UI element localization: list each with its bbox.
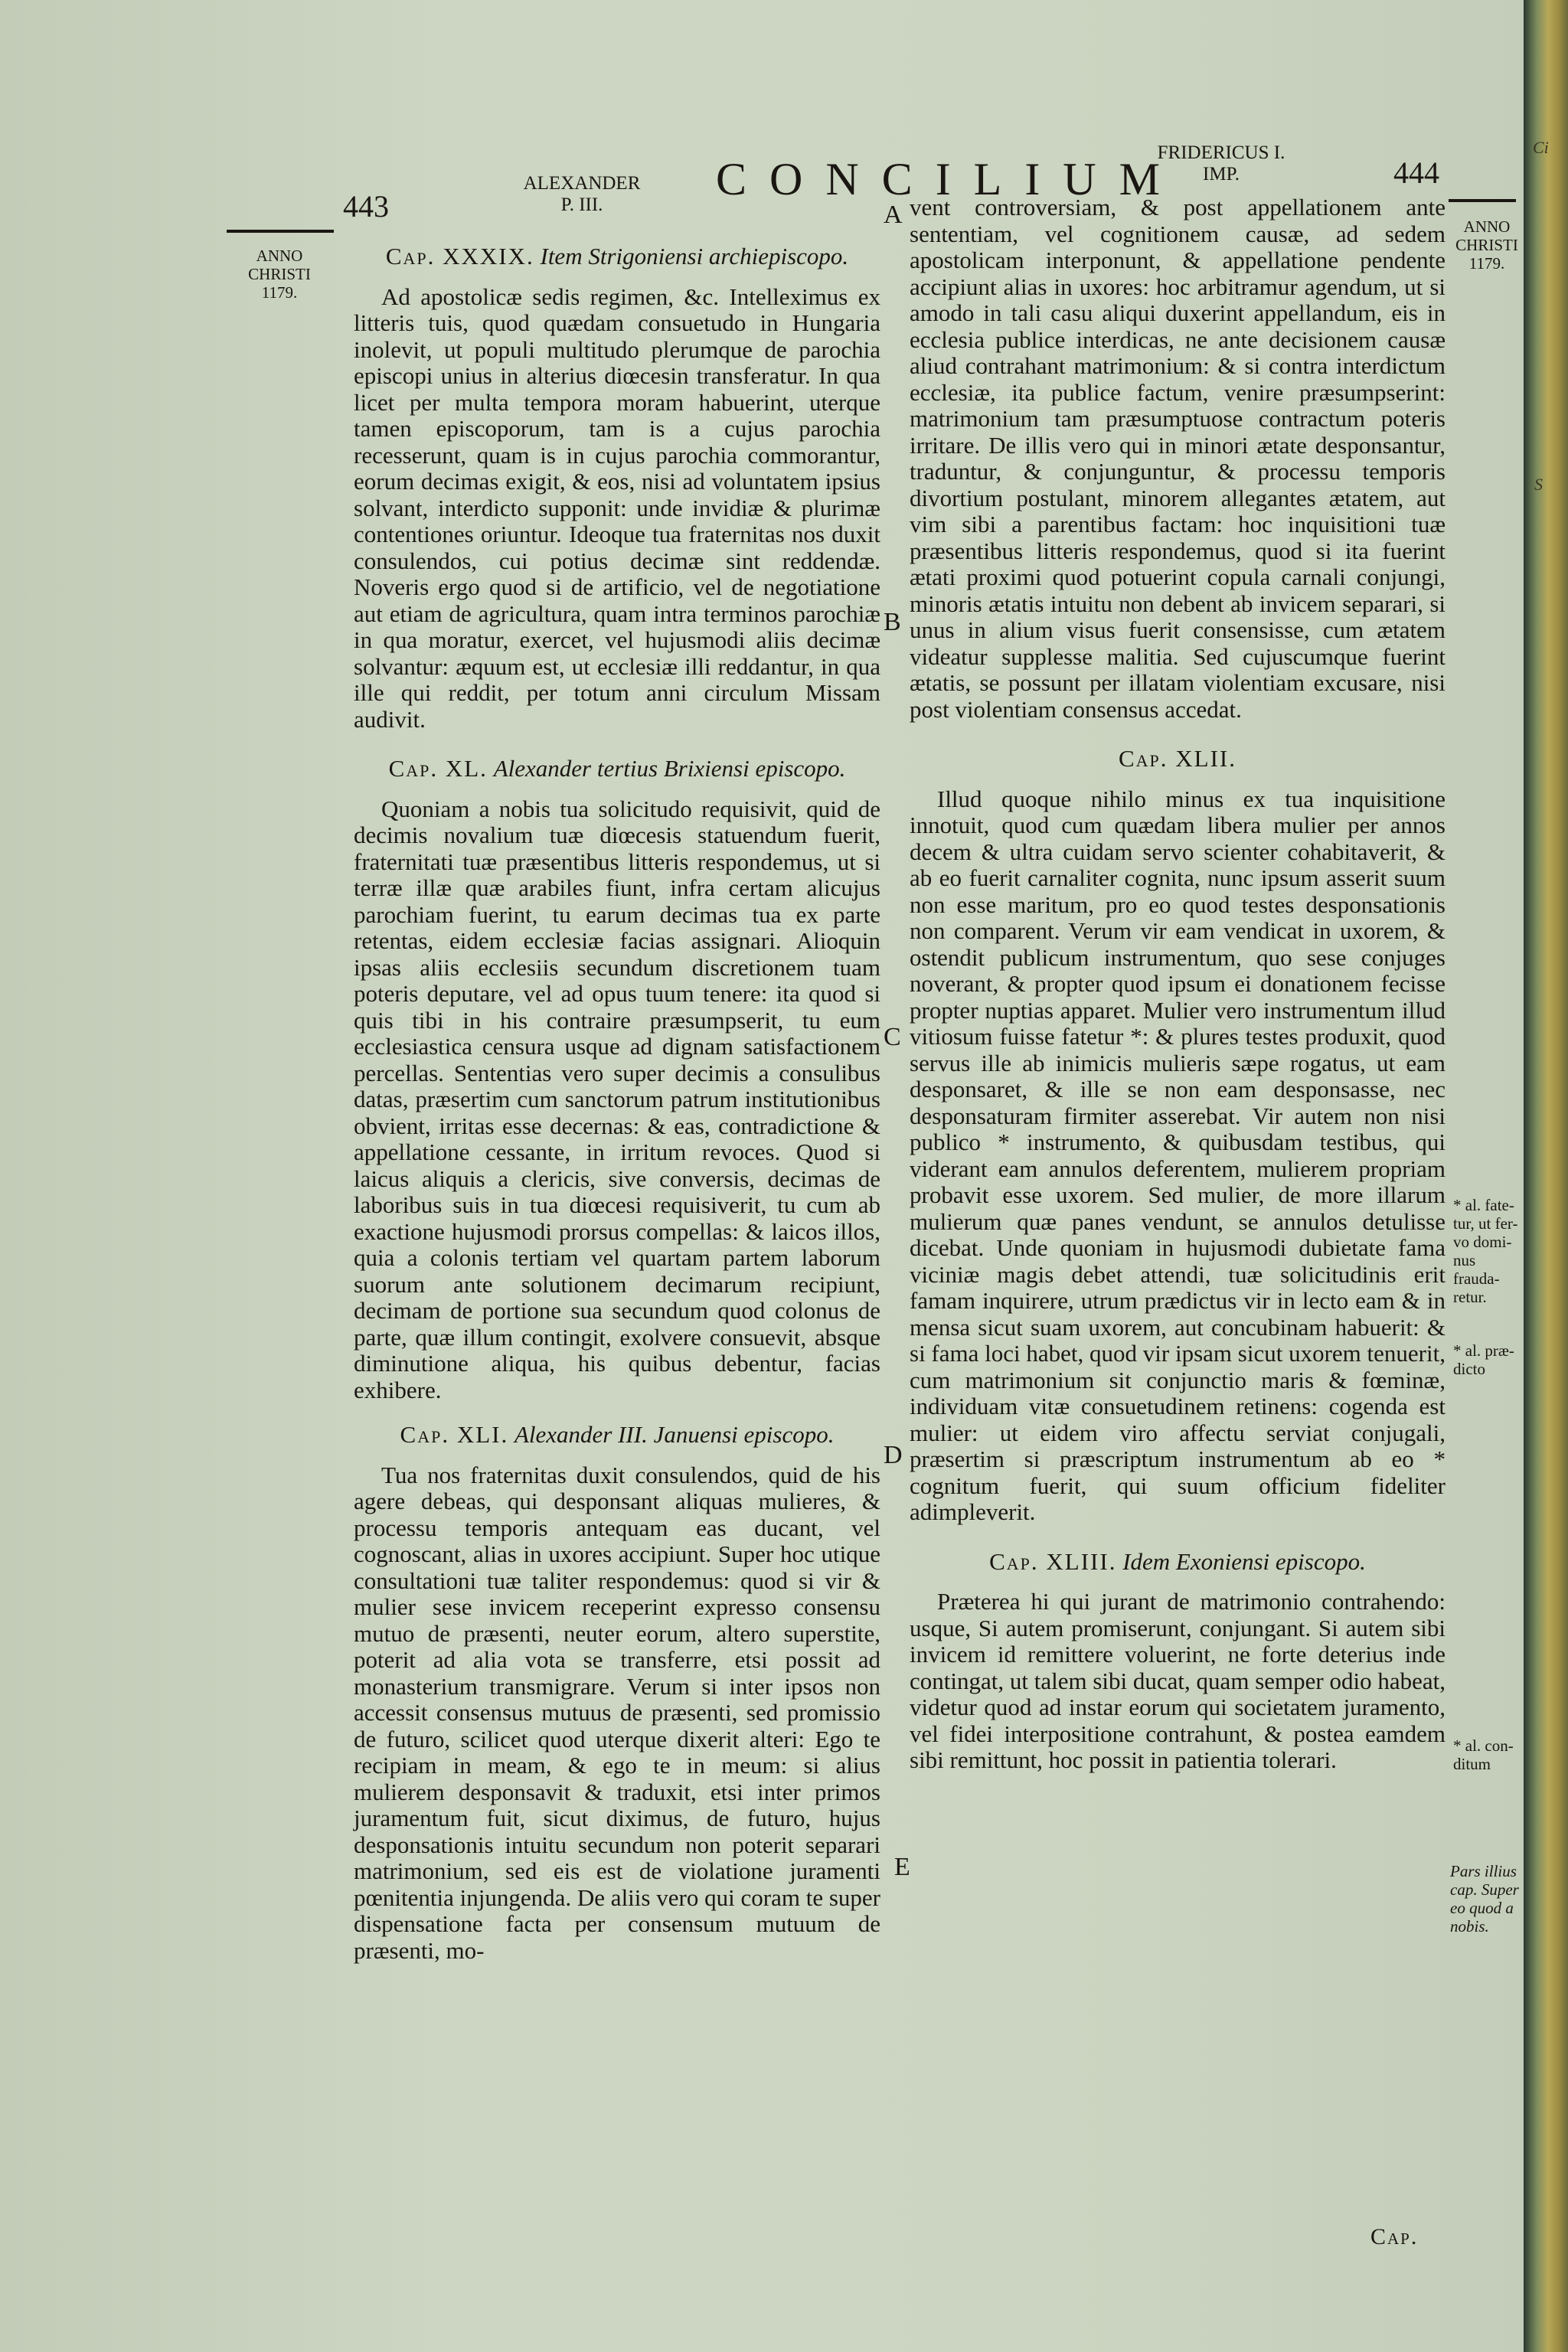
- anno-christi-right: ANNO CHRISTI 1179.: [1455, 217, 1518, 273]
- chapter-40-text: Quoniam a nobis tua solicitudo requisivit, quid de decimis novalium tuæ diœcesis statuendum fuerit, fraternitati tuæ præsentibus litteris respondemus, ut si terræ illæ quæ arabiles fiunt, infra certam alicujus parochiam fuerint, tu earum decimas tua ex parte retentas, eidem ecclesiæ facias assignari. Alioquin ipsas aliis ecclesiis secundum discretionem tuam poteris deputare, vel ad opus tuum tenere: ita quod si quis tibi in his contraire præsumpserit, tu eum ecclesiastica censura usque ad dignam satisfactionem percellas. Sententias vero super decimis a consulibus datas, præsertim cum sanctorum patrum institutionibus obvient, irritas esse decernas: & eas, contradictione & appellatione cessante, in irritum revoces. Quod si laicus aliquis a clericis, sive conversis, decimas de laboribus suis in tua diœcesi requisiverit, tu cum ab exactione hujusmodi prorsus compellas: & laicos illos, quia a colonis tertiam vel quartam partem laborum suorum ante solutionem decimarum recipiunt, decimam de portione sua secundum quod colonus de parte, quæ illum contingit, exolvere consuevit, absque diminutione aliqua, his quibus debentur, facias exhibere.: [354, 795, 880, 1403]
- right-column: [910, 194, 1446, 1774]
- margin-rule-left: [227, 230, 334, 233]
- anno-christi-left: ANNO CHRISTI 1179.: [248, 247, 311, 302]
- margin-note-conditum: * al. con- ditum: [1453, 1736, 1514, 1773]
- section-marker-b: B: [884, 608, 901, 636]
- left-column: [354, 243, 880, 1964]
- margin-note-praedicto: * al. præ- dicto: [1453, 1341, 1514, 1378]
- adjacent-page-edge: Ci S: [1524, 0, 1568, 2352]
- page-title: CONCILIUM: [716, 154, 1183, 204]
- section-marker-e: E: [894, 1853, 910, 1881]
- margin-rule-right: [1449, 199, 1516, 202]
- margin-note-pars-illius: Pars illius cap. Super eo quod a nobis.: [1450, 1862, 1519, 1936]
- chapter-heading-41: Cap. XLI. Alexander III. Januensi episcopo.: [400, 1421, 835, 1448]
- chapter-heading-40: Cap. XL. Alexander tertius Brixiensi episcopo.: [388, 755, 846, 782]
- chapter-heading-42: Cap. XLII.: [1118, 745, 1237, 772]
- margin-note-fatetur: * al. fate- tur, ut fer- vo domi- nus frauda- retur.: [1453, 1196, 1518, 1306]
- chapter-39-text: Ad apostolicæ sedis regimen, &c. Intelleximus ex litteris tuis, quod quædam consuetudo in Hungaria inolevit, ut populi multitudo plerumque de parochia episcopi unius in alterius diœcesin transferatur. In qua licet per multa tempora moram habuerint, uterque tamen episcoporum, tam is a cujus parochia recesserunt, quam is in cujus parochia commorantur, eorum decimas exigit, & eos, nisi ad voluntatem ipsius solvant, interdicto supponit: unde invidiæ & plurimæ contentiones oriuntur. Ideoque tua fraternitas nos duxit consulendos, cui potius decimæ sint reddendæ. Noveris ergo quod si de artificio, vel de negotiatione aut etiam de agricultura, quam intra terminos parochiæ in qua moratur, exercet, vel hujusmodi aliis decimæ solvantur: æquum est, ut ecclesiæ illi reddantur, in qua ille qui reddit, per totum anni circulum Missam audivit.: [354, 283, 880, 733]
- catchword: Cap.: [1370, 2224, 1419, 2249]
- section-marker-d: D: [884, 1441, 903, 1469]
- running-head-right: FRIDERICUS I. IMP.: [1157, 142, 1285, 185]
- continuation-text: vent controversiam, & post appellationem ante sententiam, vel cognitionem causæ, ad sedem apostolicam interponunt, & appellatione pendente accipiunt alias in uxores: hoc arbitramur agendum, ut si amodo in tali casu aliqui duxerint appellandum, eis in ecclesia publice interdicas, ne ante decisionem causæ aliud contrahant matrimonium: & si contra interdictum ecclesiæ, ita publice factum, venire præsumpserint: matrimonium tam præsumptuose contractum poteris irritare. De illis vero qui in minori ætate desponsantur, traduntur, & conjunguntur, & processu temporis divortium postulant, minorem allegantes ætatem, aut vim sibi a parentibus factam: hoc inquisitioni tuæ præsentibus litteris respondemus, quod si ita fuerint ætati proximi quod potuerint copula carnali conjungi, minoris ætatis intuitu non debent ab invicem separari, si unus in alium visus fuerit consensisse, cum ætatem videatur supplesse malitia. Sed cujuscumque fuerint ætatis, se possunt per illatam violentiam excusare, nisi post violentiam consensus accedat.: [910, 194, 1446, 723]
- page-number-right: 444: [1393, 155, 1439, 190]
- section-marker-c: C: [884, 1023, 901, 1051]
- running-head-left: ALEXANDER P. III.: [523, 173, 641, 215]
- chapter-heading-43: Cap. XLIII. Idem Exoniensi episcopo.: [989, 1547, 1366, 1575]
- chapter-41-text: Tua nos fraternitas duxit consulendos, quid de his agere debeas, qui desponsant aliquas mulieres, & processu temporis antequam eas ducant, vel cognoscant, alias in uxores accipiunt. Super hoc utique consultationi tuæ taliter respondemus: quod si vir & mulier sese invicem receperint expresso consensu mutuo de præsenti, neuter eorum, altero superstite, poterit ad alia vota se transferre, etsi possit ad monasterium transmigrare. Verum si inter ipsos non accessit consensus mutuus de præsenti, sed promissio de futuro, scilicet quod uterque dixerit alteri: Ego te recipiam in meam, & ego te in meum: si alius mulierem desponsavit & traduxit, etsi inter primos juramentum fuit, sicut diximus, de futuro, hujus desponsationis intuitu secundum non poterit separari matrimonium, sed eis est de violatione juramenti pœnitentia injungenda. De aliis vero qui coram te super dispensatione facta per consensum mutuum de præsenti, mo-: [354, 1461, 880, 1964]
- page-number-left: 443: [343, 189, 389, 224]
- chapter-heading-39: Cap. XXXIX. Item Strigoniensi archiepiscopo.: [385, 243, 849, 270]
- chapter-43-text: Præterea hi qui jurant de matrimonio contrahendo: usque, Si autem promiserunt, conjungant. Si autem sibi invicem id remittere voluerint, ne forte deterius inde contingat, ut talem sibi ducat, quam semper odio habeat, videtur quod ad instar eorum qui societatem juramento, vel fidei interpositione contrahunt, & postea eamdem sibi remittunt, hoc possit in patientia tolerari.: [910, 1588, 1446, 1773]
- section-marker-a: A: [884, 201, 903, 229]
- chapter-42-text: Illud quoque nihilo minus ex tua inquisitione innotuit, quod cum quædam libera mulier per annos decem & ultra cuidam servo scienter cohabitaverit, & ab eo fuerit carnaliter cognita, nunc ipsum asserit suum non esse maritum, pro eo quod testes desponsationis non comparent. Verum vir eam vendicat in uxorem, & ostendit publicum instrumentum, quo sese conjuges noverant, & propter quod ipsum ei donationem fecisse propter nuptias apparet. Mulier vero instrumentum illud vitiosum fuisse fatetur *: & plures testes produxit, quod servus ille ab inimicis mulieris sæpe rogatus, ut eam desponsaret, & ille se non eam desponsasse, nec desponsaturam firmiter asserebat. Vir autem non nisi publico * instrumento, & quibusdam testibus, qui viderant eam annulos deferentem, mulierem propriam probavit esse uxorem. Sed mulier, de more illarum mulierum quæ panes vendunt, se annulos detulisse dicebat. Unde quoniam in hujusmodi dubietate fama viciniæ magis debet attendi, tuæ solicitudinis erit famam inquirere, utrum prædictus vir in lecto eam & in mensa sicut suam uxorem, aut concubinam habuerit: & si fama loci habet, quod vir ipsam sicut uxorem tenuerit, cum matrimonium sit conjunctio maris & fœminæ, individuam vitæ consuetudinem retinens: cogenda est mulier: ut eidem viro affectu serviat conjugali, præsertim si præscriptum instrumentum ab eo * cognitum fuerit, qui suum officium fideliter adimpleverit.: [910, 785, 1446, 1525]
